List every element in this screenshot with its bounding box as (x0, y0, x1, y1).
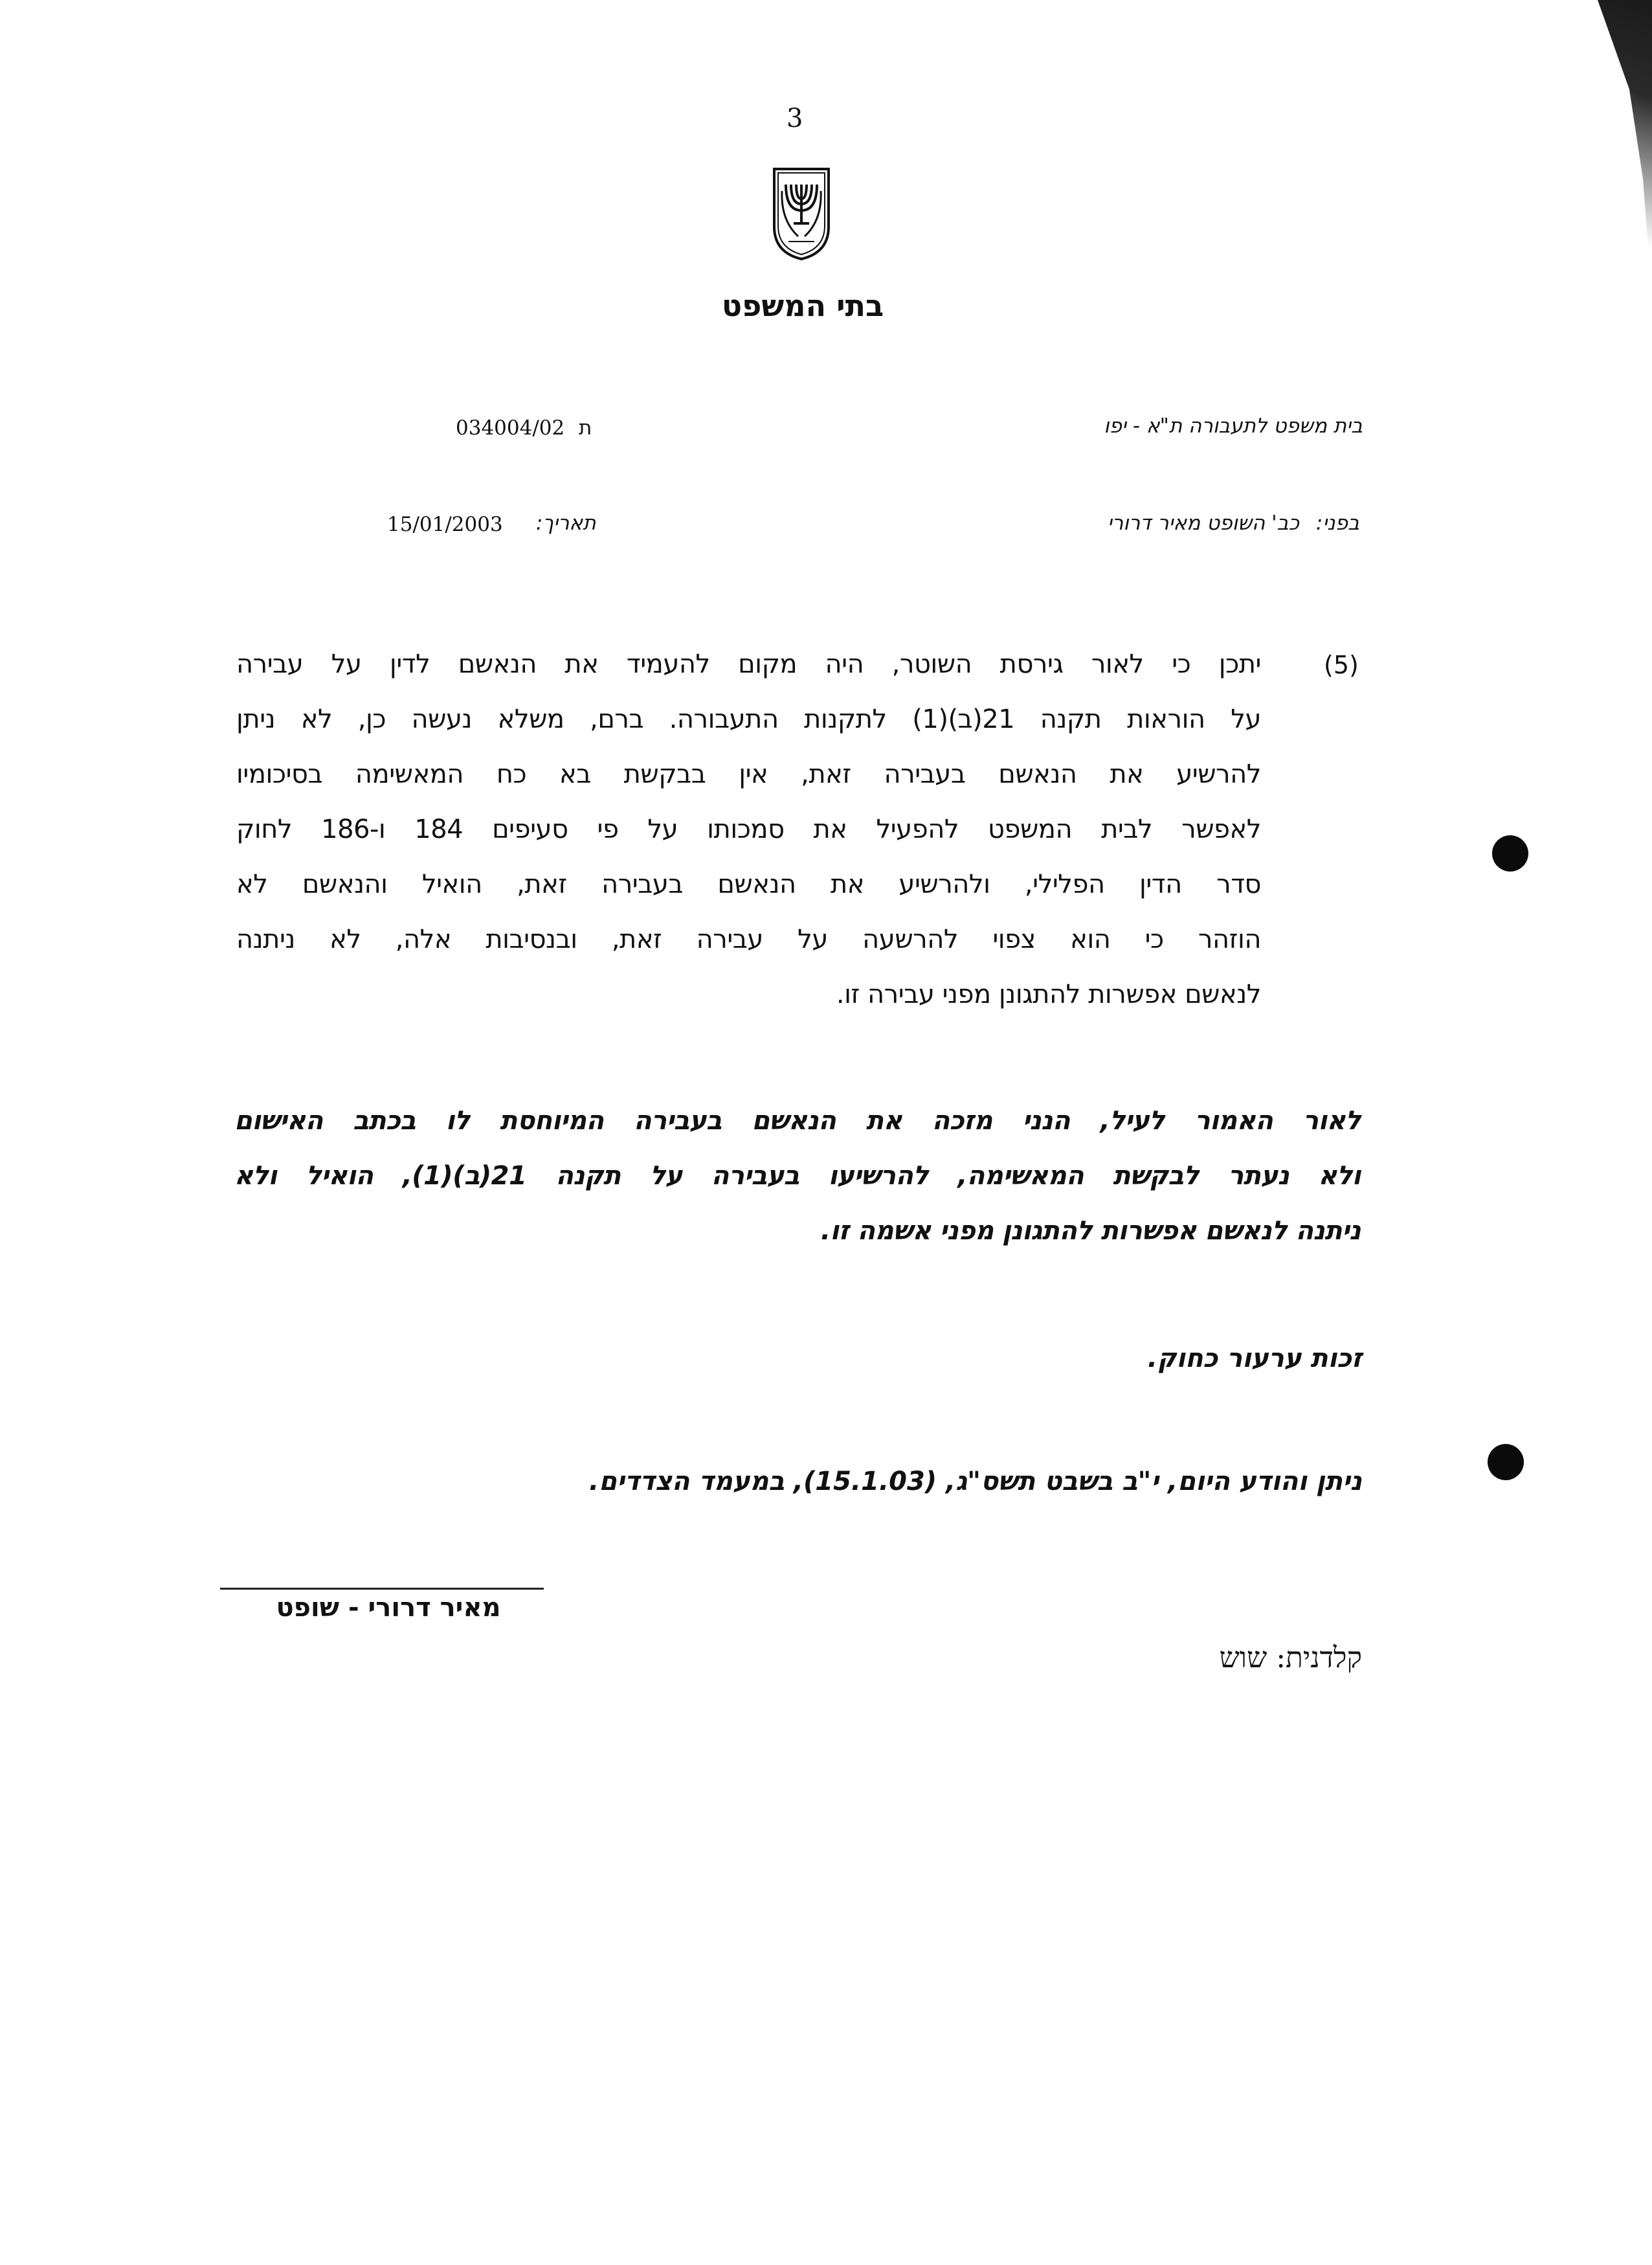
paragraph-line: סדר הדין הפלילי, ולהרשיע את הנאשם בעבירה זאת, הואיל והנאשם לא (236, 870, 1261, 899)
scan-edge-shadow (1561, 0, 1652, 298)
paragraph-line: יתכן כי לאור גירסת השוטר, היה מקום להעמיד את הנאשם לדין על עבירה (236, 649, 1261, 679)
punch-hole (1492, 835, 1528, 872)
paragraph-line: לאפשר לבית המשפט להפעיל את סמכותו על פי סעיפים 184 ו-186 לחוק (236, 815, 1262, 844)
case-label: ת (579, 416, 592, 440)
paragraph-line: הוזהר כי הוא צפוי להרשעה על עבירה זאת, ובנסיבות אלה, לא ניתנה (236, 925, 1261, 954)
case-number: 034004/02 (456, 416, 565, 440)
state-emblem-icon (769, 165, 834, 262)
signature-line (220, 1588, 544, 1590)
page-number: 3 (787, 104, 803, 133)
verdict-line: ולא נעתר לבקשת המאשימה, להרשיעו בעבירה על תקנה 21(ב)(1), הואיל ולא (234, 1161, 1361, 1191)
punch-hole (1488, 1444, 1524, 1480)
judge-name: כב' השופט מאיר דרורי (1107, 512, 1299, 535)
verdict-line: לאור האמור לעיל, הנני מזכה את הנאשם בעבירה המיוחסת לו בכתב האישום (234, 1106, 1361, 1136)
before-label: בפני: (1315, 512, 1359, 535)
court-name: בית משפט לתעבורה ת"א - יפו (1104, 414, 1363, 438)
typist-note: קלדנית: שוש (1219, 1641, 1362, 1674)
paragraph-line: להרשיע את הנאשם בעבירה זאת, אין בבקשת בא כח המאשימה בסיכומיו (236, 760, 1261, 789)
verdict-line: ניתנה לנאשם אפשרות להתגונן מפני אשמה זו. (820, 1216, 1361, 1246)
date-label: תאריך: (536, 512, 596, 535)
appeal-rights: זכות ערעור כחוק. (1147, 1344, 1362, 1373)
court-title: בתי המשפט (721, 288, 884, 323)
date-value: 15/01/2003 (387, 513, 503, 536)
judge-signature: מאיר דרורי - שופט (276, 1593, 501, 1623)
paragraph-line: לנאשם אפשרות להתגונן מפני עבירה זו. (836, 980, 1261, 1009)
paragraph-number: (5) (1324, 651, 1359, 679)
delivered-statement: ניתן והודע היום, י"ב בשבט תשס"ג, (15.1.03), במעמד הצדדים. (589, 1467, 1362, 1496)
paragraph-line: על הוראות תקנה 21(ב)(1) לתקנות התעבורה. ברם, משלא נעשה כן, לא ניתן (236, 704, 1261, 734)
